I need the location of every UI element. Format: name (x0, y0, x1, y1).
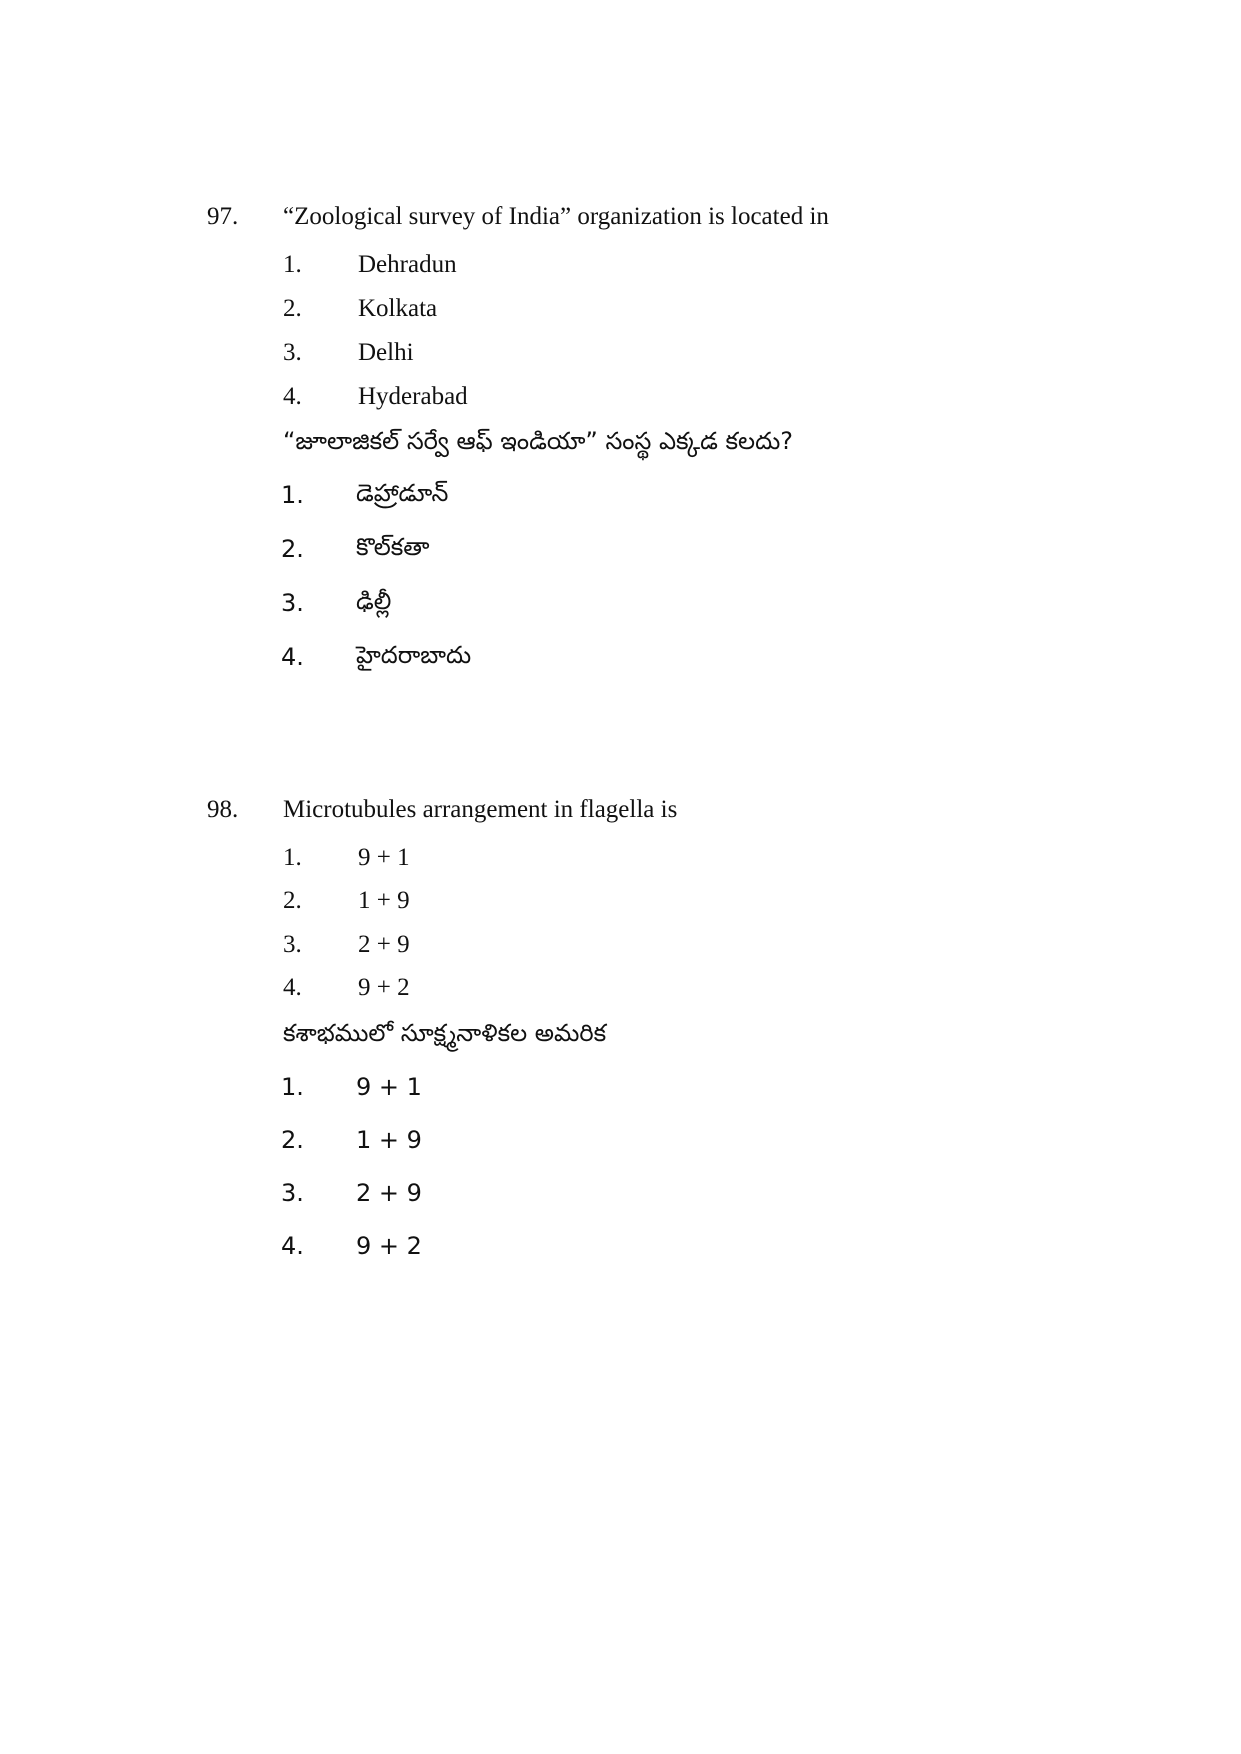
option-text: Hyderabad (358, 383, 468, 410)
option-text: Kolkata (358, 295, 438, 322)
option-number: 2. (283, 887, 302, 914)
option-number: 3. (281, 1179, 304, 1207)
option-number: 3. (283, 931, 302, 958)
option-number: 1. (283, 844, 302, 871)
option-number: 4. (283, 974, 302, 1001)
option-number: 1. (283, 251, 302, 278)
option-text: Delhi (358, 339, 414, 366)
question-text-telugu: “జూలాజికల్ సర్వే ఆఫ్ ఇండియా” సంస్థ ఎక్కడ కలదు? (283, 427, 794, 455)
option-text: 2 + 9 (356, 1179, 422, 1207)
question-number: 97. (207, 203, 239, 230)
option-text: 9 + 2 (356, 1232, 422, 1260)
option-text: 1 + 9 (358, 887, 410, 914)
question-number: 98. (207, 796, 239, 823)
option-number: 3. (281, 589, 304, 617)
question-text-english: “Zoological survey of India” organization is located in (283, 203, 829, 230)
option-number: 4. (281, 1232, 304, 1260)
option-text: కొల్‌కతా (356, 533, 430, 561)
option-text: 2 + 9 (358, 931, 410, 958)
option-text: 1 + 9 (356, 1126, 422, 1154)
option-text: డెహ్రాడూన్ (356, 479, 449, 507)
question-text-english: Microtubules arrangement in flagella is (283, 796, 678, 823)
option-number: 3. (283, 339, 302, 366)
option-number: 1. (281, 1073, 304, 1101)
option-number: 4. (281, 643, 304, 671)
option-text: 9 + 2 (358, 974, 410, 1001)
option-text: హైదరాబాదు (356, 641, 472, 669)
question-text-telugu: కశాభములో సూక్ష్మనాళికల అమరిక (283, 1019, 607, 1047)
option-number: 4. (283, 383, 302, 410)
option-number: 2. (283, 295, 302, 322)
option-number: 2. (281, 1126, 304, 1154)
option-number: 2. (281, 535, 304, 563)
option-number: 1. (281, 481, 304, 509)
option-text: ఢిల్లీ (356, 587, 392, 615)
option-text: 9 + 1 (356, 1073, 422, 1101)
option-text: 9 + 1 (358, 844, 410, 871)
option-text: Dehradun (358, 251, 457, 278)
